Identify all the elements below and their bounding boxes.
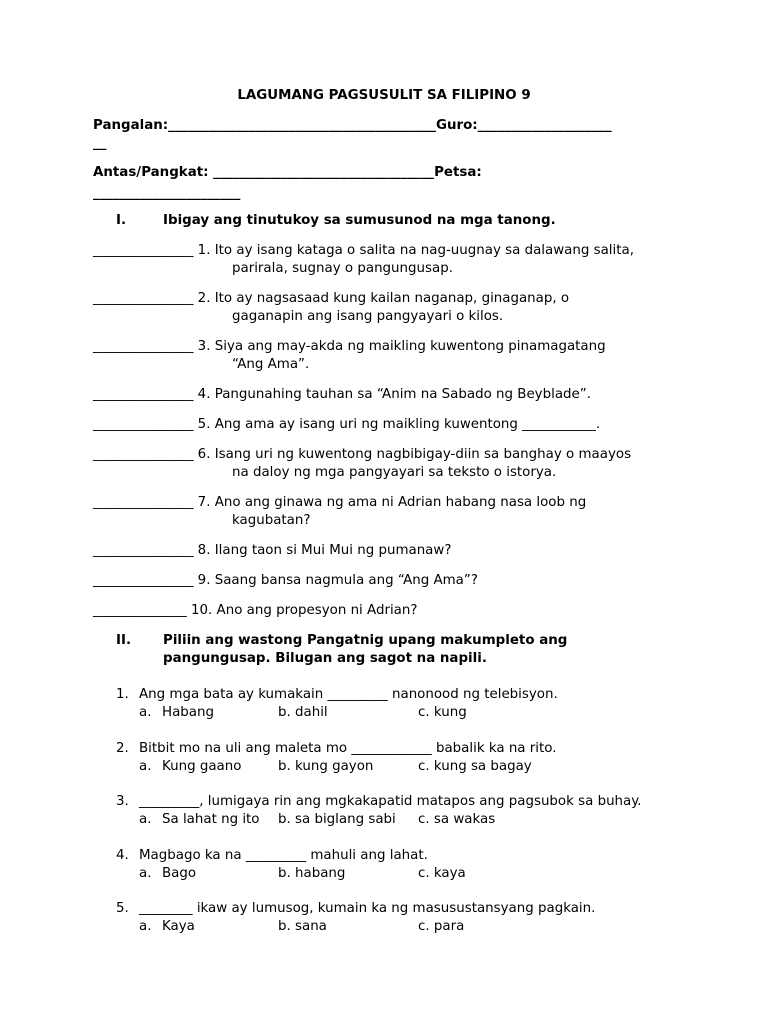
question-item (93, 494, 586, 530)
question-item (93, 602, 417, 620)
choice-a: Bago (162, 866, 197, 881)
choice-a-label: a. (139, 812, 152, 827)
name-teacher-line: Pangalan:________________________________________Guro:____________________ (93, 118, 612, 133)
item-stem: Ang mga bata ay kumakain _________ nanonood ng telebisyon. (139, 687, 558, 702)
item-stem: Magbago ka na _________ mahuli ang lahat. (139, 848, 428, 863)
item-stem: _________, lumigaya rin ang mgkakapatid matapos ang pagsubok sa buhay. (139, 794, 642, 809)
choice-c: c. kung sa bagay (418, 759, 532, 774)
choice-a-label: a. (139, 919, 152, 934)
page-title: LAGUMANG PAGSUSULIT SA FILIPINO 9 (237, 88, 531, 103)
question-item (93, 242, 634, 278)
name-teacher-line-wrap: __ (93, 136, 107, 151)
question-item (93, 446, 631, 482)
question-text: ______________ 10. Ano ang propesyon ni Adrian? (93, 603, 418, 618)
choice-b: b. dahil (278, 705, 328, 720)
question-item (93, 386, 591, 404)
question-continuation: parirala, sugnay o pangungusap. (232, 261, 453, 276)
section-instruction: Piliin ang wastong Pangatnig upang makumpleto ang (163, 633, 568, 648)
choice-a: Sa lahat ng ito (162, 812, 260, 827)
section-instruction: Ibigay ang tinutukoy sa sumusunod na mga tanong. (163, 213, 556, 228)
choice-a: Habang (162, 705, 214, 720)
choice-b: b. habang (278, 866, 346, 881)
question-text: _______________ 8. Ilang taon si Mui Mui ng pumanaw? (93, 543, 452, 558)
question-item (93, 290, 569, 326)
choice-a: Kung gaano (162, 759, 242, 774)
question-item (93, 416, 600, 434)
question-item (93, 572, 478, 590)
choice-c: c. para (418, 919, 465, 934)
item-number: 1. (116, 687, 129, 702)
question-text: _______________ 9. Saang bansa nagmula ang “Ang Ama”? (93, 573, 478, 588)
item-number: 5. (116, 901, 129, 916)
question-item (93, 542, 451, 560)
grade-date-line-wrap: ______________________ (93, 186, 241, 201)
question-continuation: gaganapin ang isang pangyayari o kilos. (232, 309, 504, 324)
question-text: _______________ 7. Ano ang ginawa ng ama ni Adrian habang nasa loob ng (93, 495, 587, 510)
section-instruction-continuation: pangungusap. Bilugan ang sagot na napili. (163, 651, 487, 666)
grade-date-line: Antas/Pangkat: _________________________________Petsa: (93, 165, 482, 180)
choice-c: c. kaya (418, 866, 466, 881)
choice-a-label: a. (139, 866, 152, 881)
item-stem: ________ ikaw ay lumusog, kumain ka ng masusustansyang pagkain. (139, 901, 596, 916)
choice-c: c. kung (418, 705, 467, 720)
question-text: _______________ 3. Siya ang may-akda ng maikling kuwentong pinamagatang (93, 339, 606, 354)
item-number: 4. (116, 848, 129, 863)
item-number: 3. (116, 794, 129, 809)
choice-b: b. kung gayon (278, 759, 374, 774)
question-continuation: kagubatan? (232, 513, 311, 528)
question-text: _______________ 4. Pangunahing tauhan sa “Anim na Sabado ng Beyblade”. (93, 387, 591, 402)
question-continuation: “Ang Ama”. (232, 357, 310, 372)
item-stem: Bitbit mo na uli ang maleta mo ____________ babalik ka na rito. (139, 741, 557, 756)
choice-a-label: a. (139, 705, 152, 720)
choice-c: c. sa wakas (418, 812, 496, 827)
question-text: _______________ 5. Ang ama ay isang uri ng maikling kuwentong ___________. (93, 417, 601, 432)
question-text: _______________ 2. Ito ay nagsasaad kung kailan naganap, ginaganap, o (93, 291, 570, 306)
question-continuation: na daloy ng mga pangyayari sa teksto o istorya. (232, 465, 557, 480)
choice-a-label: a. (139, 759, 152, 774)
choice-a: Kaya (162, 919, 195, 934)
section-number: II. (116, 633, 132, 648)
choice-b: b. sa biglang sabi (278, 812, 396, 827)
question-text: _______________ 1. Ito ay isang kataga o salita na nag-uugnay sa dalawang salita, (93, 243, 634, 258)
question-item (93, 338, 606, 374)
question-text: _______________ 6. Isang uri ng kuwentong nagbibigay-diin sa banghay o maayos (93, 447, 632, 462)
section-number: I. (116, 213, 127, 228)
choice-b: b. sana (278, 919, 327, 934)
item-number: 2. (116, 741, 129, 756)
